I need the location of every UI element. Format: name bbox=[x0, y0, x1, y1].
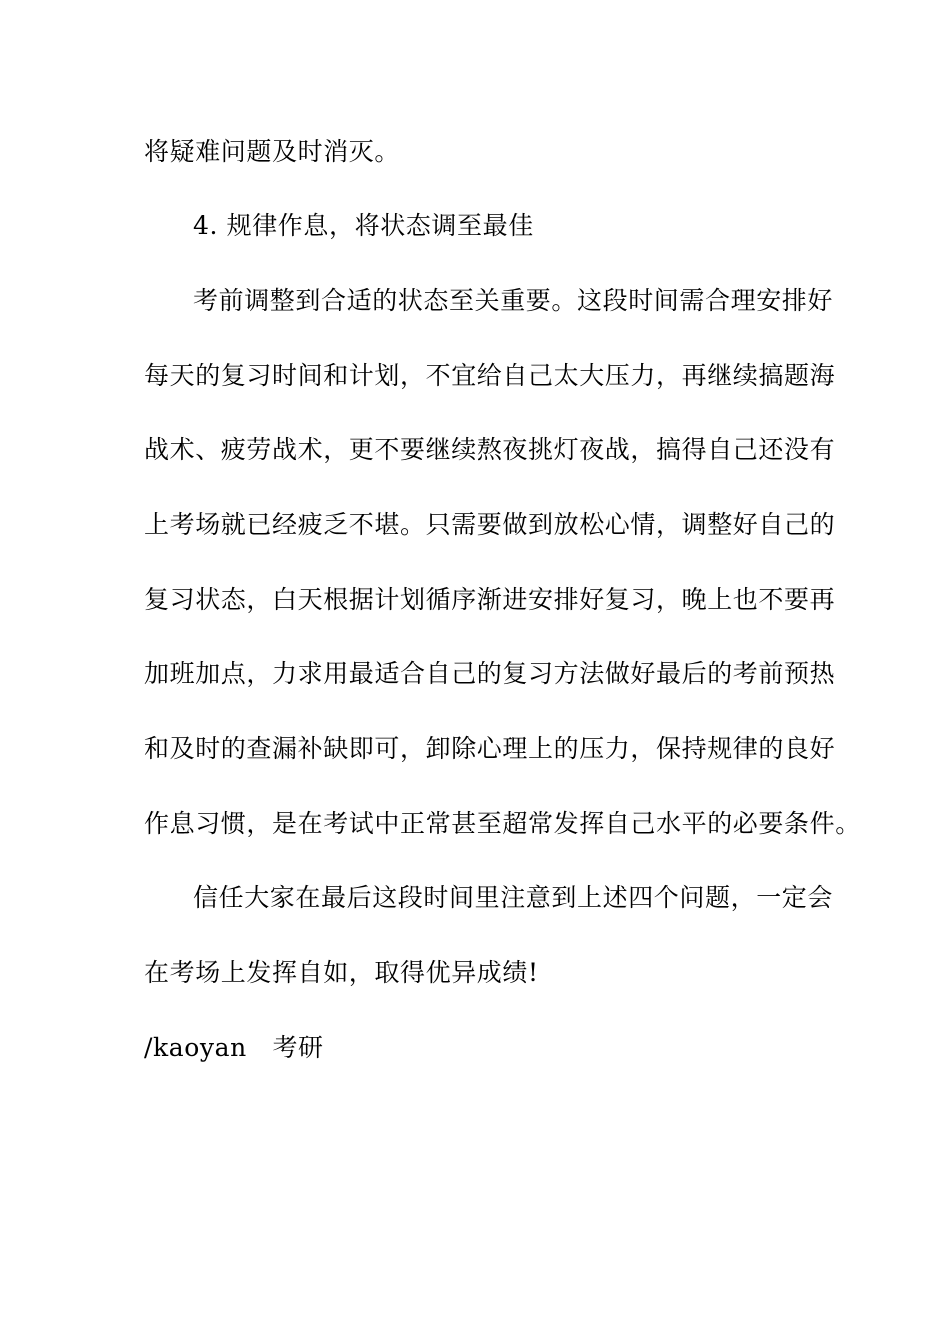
section-heading: 4. 规律作息，将状态调至最佳 bbox=[193, 211, 534, 240]
paragraph-line: 上考场就已经疲乏不堪。只需要做到放松心情，调整好自己的 bbox=[144, 510, 836, 539]
footer-link-text: /kaoyan 考研 bbox=[144, 1033, 324, 1062]
paragraph-line: 战术、疲劳战术，更不要继续熬夜挑灯夜战，搞得自己还没有 bbox=[144, 435, 836, 464]
paragraph-line: 在考场上发挥自如，取得优异成绩! bbox=[144, 958, 539, 987]
paragraph-line: 作息习惯，是在考试中正常甚至超常发挥自己水平的必要条件。 bbox=[144, 809, 861, 838]
paragraph-line: 将疑难问题及时消灭。 bbox=[144, 137, 401, 166]
paragraph-line: 和及时的查漏补缺即可，卸除心理上的压力，保持规律的良好 bbox=[144, 734, 836, 763]
paragraph-line: 每天的复习时间和计划，不宜给自己太大压力，再继续搞题海 bbox=[144, 361, 836, 390]
paragraph-line: 复习状态，白天根据计划循序渐进安排好复习，晚上也不要再 bbox=[144, 585, 836, 614]
paragraph-line: 考前调整到合适的状态至关重要。这段时间需合理安排好 bbox=[193, 286, 834, 315]
paragraph-line: 信任大家在最后这段时间里注意到上述四个问题，一定会 bbox=[193, 883, 834, 912]
paragraph-line: 加班加点，力求用最适合自己的复习方法做好最后的考前预热 bbox=[144, 659, 836, 688]
